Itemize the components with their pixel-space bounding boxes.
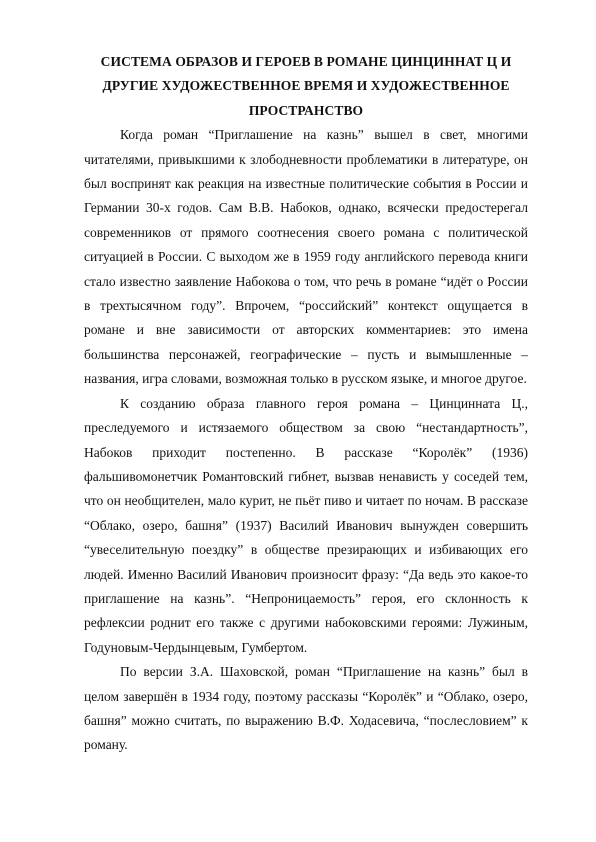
document-title bbox=[84, 50, 528, 123]
paragraph-1: Когда роман “Приглашение на казнь” вышел в свет, многими читателями, привыкшими к злободневности проблематики в литературе, он был воспринят как реакция на известные политические события в России и Германии 30-х годов. Сам В.В. Набоков, однако, всячески предостерегал современников от прямого соотнесения своего романа с политической ситуацией в России. С выходом же в 1959 году английского перевода книги стало известно заявление Набокова о том, что речь в романе “идёт о России в трехтысячном году”. Впрочем, “российский” контекст ощущается в романе и вне зависимости от авторских комментариев: это имена большинства персонажей, географические – пусть и вымышленные – названия, игра словами, возможная только в русском языке, и многое другое. bbox=[84, 127, 528, 387]
title-line-2: ДРУГИЕ ХУДОЖЕСТВЕННОЕ ВРЕМЯ И ХУДОЖЕСТВЕННОЕ bbox=[102, 78, 510, 94]
paragraph-2: К созданию образа главного героя романа – Цинцинната Ц., преследуемого и истязаемого обществом за свою “нестандартность”, Набоков приходит постепенно. В рассказе “Королёк” (1936) фальшивомонетчик Романтовский гибнет, вызвав ненависть у соседей тем, что он необщителен, мало курит, не пьёт пиво и читает по ночам. В рассказе “Облако, озеро, башня” (1937) Василий Иванович вынужден совершить “увеселительную поездку” в обществе презирающих и избивающих его людей. Именно Василий Иванович произносит фразу: “Да ведь это какое-то приглашение на казнь”. “Непроницаемость” героя, его склонность к рефлексии роднит его также с другими набоковскими героями: Лужиным, Годуновым-Чердынцевым, Гумбертом. bbox=[84, 395, 528, 655]
title-line-1: СИСТЕМА ОБРАЗОВ И ГЕРОЕВ В РОМАНЕ ЦИНЦИННАТ Ц И bbox=[100, 54, 512, 69]
title-line-3: ПРОСТРАНСТВО bbox=[248, 102, 364, 118]
document-page bbox=[84, 50, 528, 758]
paragraph-3: По версии З.А. Шаховской, роман “Приглашение на казнь” был в целом завершён в 1934 году, поэтому рассказы “Королёк” и “Облако, озеро, башня” можно считать, по выражению В.Ф. Ходасевича, “послесловием” к роману. bbox=[84, 664, 528, 753]
